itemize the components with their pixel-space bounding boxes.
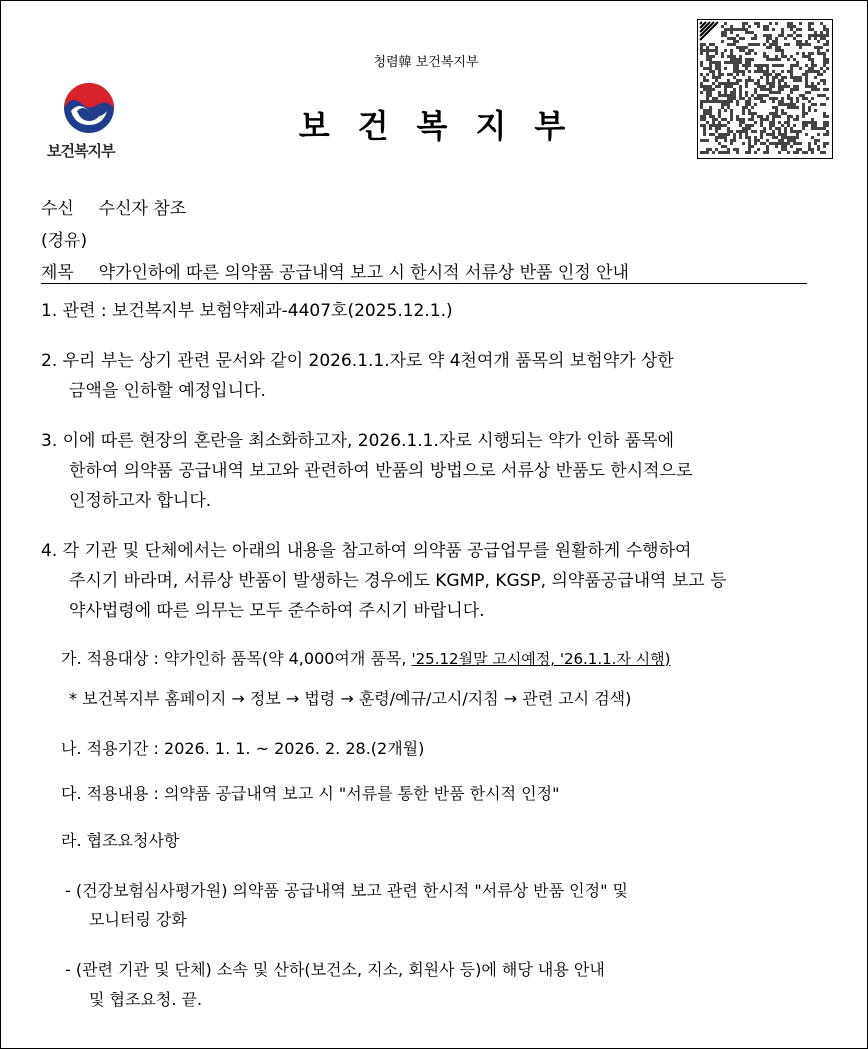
item-3-line-2: 한하여 의약품 공급내역 보고와 관련하여 반품의 방법으로 서류상 반품도 한시적으로 — [69, 461, 693, 481]
item-4-line-2: 주시기 바라며, 서류상 반품이 발생하는 경우에도 KGMP, KGSP, 의약품공급내역 보고 등 — [69, 571, 727, 591]
item-4-line-3: 약사법령에 따른 의무는 모두 준수하여 주시기 바랍니다. — [69, 601, 485, 621]
qr-code-icon — [697, 19, 833, 159]
item-4-line-1: 4. 각 기관 및 단체에서는 아래의 내용을 참고하여 의약품 공급업무를 원활하게 수행하여 — [41, 541, 692, 561]
recipient-value: 수신자 참조 — [98, 199, 187, 219]
sub-ra: 라. 협조요청사항 — [61, 831, 180, 850]
item-3-line-1: 3. 이에 따른 현장의 혼란을 최소화하고자, 2026.1.1.자로 시행되는 약가 인하 품목에 — [41, 431, 675, 451]
logo-text: 보건복지부 — [47, 142, 115, 160]
sub-ra-1-line-1: - (건강보험심사평가원) 의약품 공급내역 보고 관련 한시적 "서류상 반품 인정" 및 — [65, 881, 628, 900]
item-2-line-2: 금액을 인하할 예정입니다. — [69, 381, 266, 401]
sub-ra-1-line-2: 모니터링 강화 — [89, 910, 187, 929]
recipient-label: 수신 — [41, 199, 74, 219]
sub-da: 다. 적용내용 : 의약품 공급내역 보고 시 "서류를 통한 반품 한시적 인정" — [61, 784, 560, 803]
sub-ra-2-line-1: - (관련 기관 및 단체) 소속 및 산하(보건소, 지소, 회원사 등)에 해당 내용 안내 — [65, 960, 605, 979]
ministry-title: 보건복지부 — [298, 107, 594, 145]
item-1: 1. 관련 : 보건복지부 보험약제과-4407호(2025.12.1.) — [41, 301, 453, 321]
recipient-line — [41, 194, 186, 219]
sub-ga-prefix: 가. 적용대상 : 약가인하 품목(약 4,000여개 품목, — [61, 649, 412, 668]
subject-label: 제목 — [41, 263, 74, 283]
via-line: (경유) — [41, 231, 88, 251]
sub-ra-2-line-2: 및 협조요청. 끝. — [89, 990, 203, 1009]
item-3-line-3: 인정하고자 합니다. — [69, 491, 212, 511]
slogan: 청렴韓 보건복지부 — [373, 55, 479, 70]
subject-value: 약가인하에 따른 의약품 공급내역 보고 시 한시적 서류상 반품 인정 안내 — [98, 263, 629, 283]
sub-ga — [61, 646, 671, 669]
subject-line — [41, 258, 629, 283]
item-2-line-1: 2. 우리 부는 상기 관련 문서와 같이 2026.1.1.자로 약 4천여개 품목의 보험약가 상한 — [41, 351, 674, 371]
subject-divider — [41, 283, 807, 284]
sub-na: 나. 적용기간 : 2026. 1. 1. ~ 2026. 2. 28.(2개월) — [61, 739, 425, 758]
sub-ga-underlined: '25.12월말 고시예정, '26.1.1.자 시행) — [411, 650, 671, 668]
sub-ga-note: * 보건복지부 홈페이지 → 정보 → 법령 → 훈령/예규/고시/지침 → 관련 고시 검색) — [69, 689, 632, 708]
